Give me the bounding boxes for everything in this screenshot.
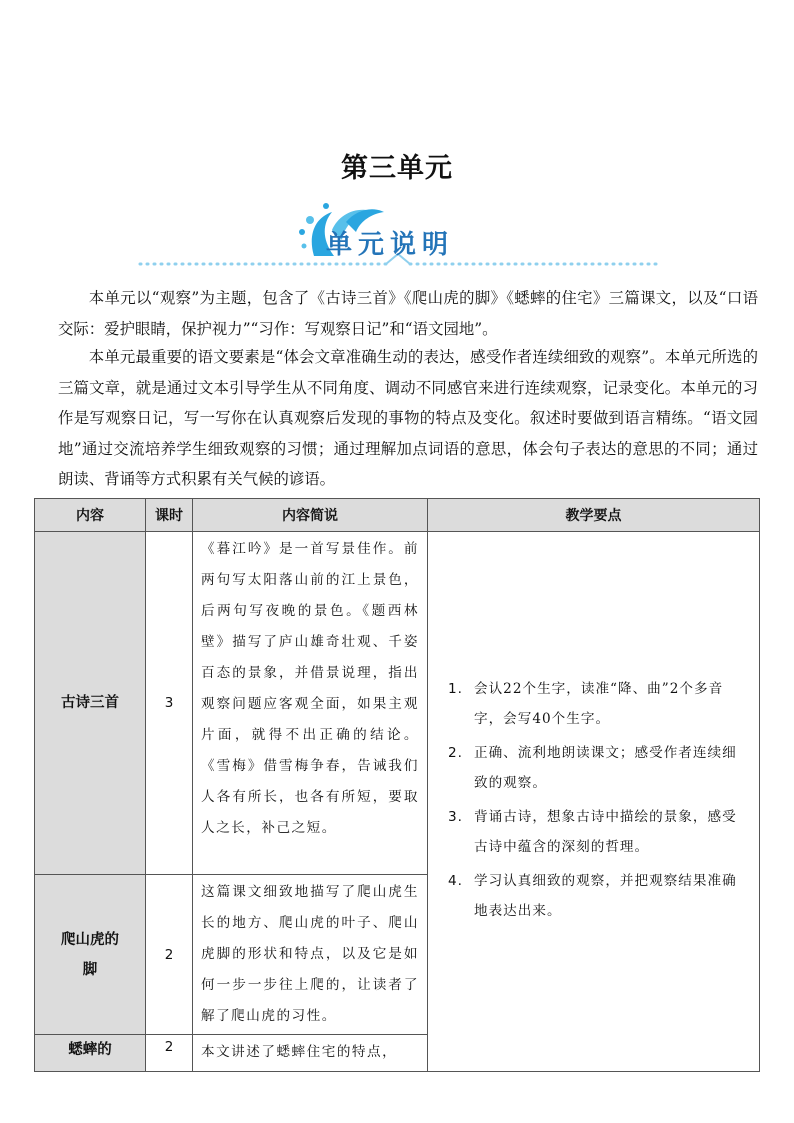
table-row xyxy=(35,532,760,875)
lesson-summary: 本文讲述了蟋蟀住宅的特点， xyxy=(193,1035,428,1072)
lesson-hours: 2 xyxy=(146,1035,193,1072)
lesson-summary: 《暮江吟》是一首写景佳作。前两句写太阳落山前的江上景色，后两句写夜晚的景色。《题西林壁》描写了庐山雄奇壮观、千姿百态的景象，并借景说理，指出观察问题应客观全面，如果主观片面，就得不出正确的结论。《雪梅》借雪梅争春，告诫我们人各有所长，也各有所短，要取人之长，补己之短。 xyxy=(193,532,428,875)
lesson-hours: 2 xyxy=(146,875,193,1035)
header-hours: 课时 xyxy=(146,499,193,532)
header-teaching-points: 教学要点 xyxy=(428,499,760,532)
teaching-points-cell xyxy=(428,532,760,1072)
lesson-name: 蟋蟀的 xyxy=(35,1035,146,1072)
table-header-row xyxy=(35,499,760,532)
unit-table xyxy=(34,498,760,1072)
list-item: 4. 学习认真细致的观察，并把观察结果准确地表达出来。 xyxy=(448,872,737,919)
list-item: 3. 背诵古诗，想象古诗中描绘的景象，感受古诗中蕴含的深刻的哲理。 xyxy=(448,808,737,855)
teaching-points-list xyxy=(448,674,751,926)
header-content: 内容 xyxy=(35,499,146,532)
list-item: 2. 正确、流利地朗读课文；感受作者连续细致的观察。 xyxy=(448,744,737,791)
lesson-hours: 3 xyxy=(146,532,193,875)
lesson-summary: 这篇课文细致地描写了爬山虎生长的地方、爬山虎的叶子、爬山虎脚的形状和特点，以及它是如何一步一步往上爬的，让读者了解了爬山虎的习性。 xyxy=(193,875,428,1035)
page-title: 第三单元 xyxy=(341,153,453,184)
lesson-name: 爬山虎的脚 xyxy=(35,875,146,1035)
list-item: 1. 会认22个生字，读准“降、曲”2个多音字，会写40个生字。 xyxy=(448,680,724,727)
section-banner xyxy=(138,200,658,274)
intro-paragraph-2: 本单元最重要的语文要素是“体会文章准确生动的表达，感受作者连续细致的观察”。本单元所选的三篇文章，就是通过文本引导学生从不同角度、调动不同感官来进行连续观察，记录变化。本单元的习作是写观察日记，写一写你在认真观察后发现的事物的特点及变化。叙述时要做到语言精练。“语文园地”通过交流培养学生细致观察的习惯；通过理解加点词语的意思，体会句子表达的意思的不同；通过朗读、背诵等方式积累有关气候的谚语。 xyxy=(58,348,758,488)
banner-title: 单元说明 xyxy=(326,230,455,260)
intro-paragraph-1: 本单元以“观察”为主题，包含了《古诗三首》《爬山虎的脚》《蟋蟀的住宅》三篇课文，以及“口语交际：爱护眼睛，保护视力”“习作：写观察日记”和“语文园地”。 xyxy=(58,289,758,338)
lesson-name: 古诗三首 xyxy=(35,532,146,875)
header-summary: 内容简说 xyxy=(193,499,428,532)
